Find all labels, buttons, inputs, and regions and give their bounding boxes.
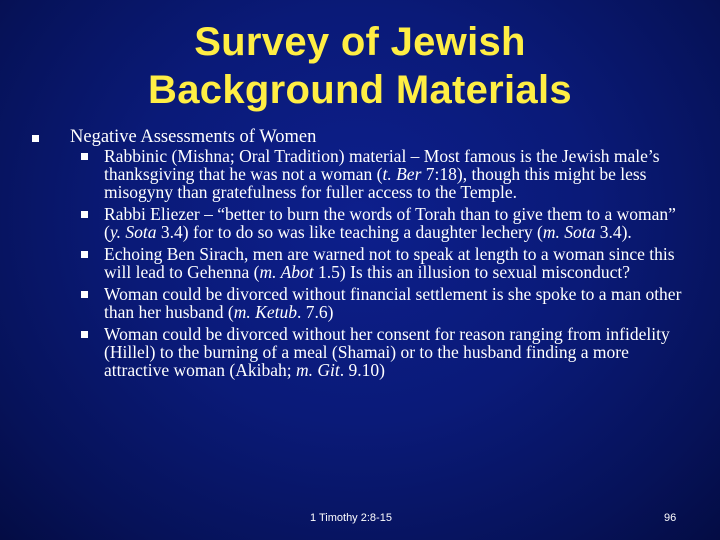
sub-bullet-rabbinic [70,147,692,201]
main-bullet [28,128,692,379]
text: Woman could be divorced without her consent for reason ranging from infidelity (Hillel) to the burning of a meal (Shamai) or to the husband finding a more attractive woman (Akibah; [104,324,670,380]
text: 3.4) for to do so was like teaching a daughter lechery ( [156,222,543,242]
citation: m. Sota [542,222,596,242]
slide-title [60,18,660,114]
text: . 7.6) [296,302,334,322]
citation: m. Git [295,360,340,380]
citation: m. Abot [259,262,314,282]
title-line-2: Background Materials [148,68,572,112]
square-bullet-icon [32,135,39,142]
square-bullet-icon [81,251,88,258]
sub-bullet-ben-sirach [70,245,692,281]
citation: m. Ketub [233,302,297,322]
square-bullet-icon [81,211,88,218]
text: 3.4). [595,222,632,242]
text: Rabbi Eliezer – “better to burn the words of Torah than to give them to a woman” ( [104,204,676,242]
footer-reference: 1 Timothy 2:8-15 [310,512,392,524]
text: Woman could be divorced without financial settlement is she spoke to a man other than her husband ( [104,284,682,322]
square-bullet-icon [81,291,88,298]
sub-bullet-divorce-settlement [70,285,692,321]
text: 7:18), though this might be less misogyny than gratefulness for fuller access to the Temple. [104,164,647,202]
text: . 9.10) [339,360,385,380]
sub-bullet-divorce-consent [70,325,692,379]
page-number: 96 [664,512,677,524]
text: 1.5) Is this an illusion to sexual misconduct? [313,262,631,282]
sub-bullet-eliezer [70,205,692,241]
slide-content [28,128,692,383]
square-bullet-icon [81,153,88,160]
citation: y. Sota [109,222,157,242]
sub-bullet-list [70,147,692,379]
text: Rabbinic (Mishna; Oral Tradition) material – Most famous is the Jewish male’s thanksgiving that he was not a woman ( [104,146,660,184]
text: Echoing Ben Sirach, men are warned not to speak at length to a woman since this will lead to Gehenna ( [104,244,675,282]
title-line-1: Survey of Jewish [194,20,526,64]
main-heading: Negative Assessments of Women [70,127,317,147]
citation: t. Ber [382,164,422,184]
square-bullet-icon [81,331,88,338]
